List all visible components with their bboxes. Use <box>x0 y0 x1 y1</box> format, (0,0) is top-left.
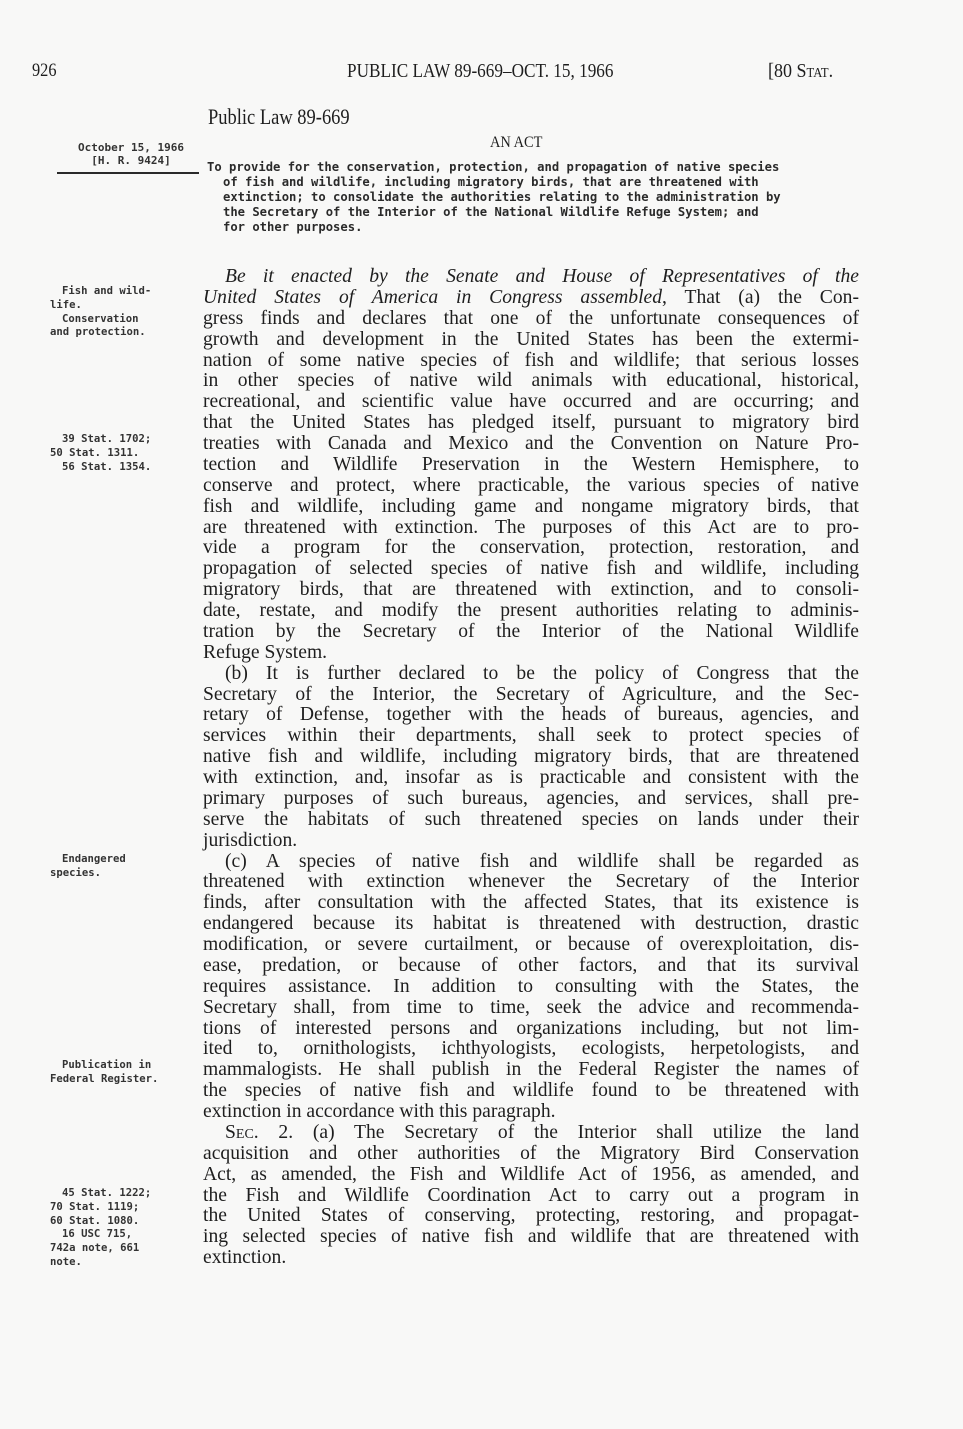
margin-rule <box>57 172 199 174</box>
enacting-clause-italic: United States of America in Congress assembled <box>203 286 663 308</box>
margin-note-line: and protection. <box>50 326 146 339</box>
margin-note-line: 742a note, 661 <box>50 1242 140 1255</box>
body-line: (b) It is further declared to be the policy of Congress that the <box>225 662 859 684</box>
statute-volume <box>768 60 833 83</box>
purpose-line: To provide for the conservation, protection, and propagation of native species <box>207 160 780 174</box>
body-line: acquisition and other authorities of the Migratory Bird Conservation <box>203 1142 859 1164</box>
purpose-line: of fish and wildlife, including migratory birds, that are threatened with <box>223 174 759 189</box>
margin-date-note <box>56 141 206 167</box>
body-line: growth and development in the United States has been the extermi- <box>203 328 859 350</box>
enactment-date: October 15, 1966 <box>78 141 184 154</box>
margin-note-line: Fish and wild- <box>62 285 152 297</box>
margin-note-line: Publication in <box>62 1059 152 1071</box>
body-line: the Fish and Wildlife Coordination Act to carry out a program in <box>203 1184 859 1206</box>
body-line: retary of Defense, together with the heads of bureaus, agencies, and <box>203 704 859 726</box>
body-line: recreational, and scientific value have occurred and are occurring; and <box>203 391 859 413</box>
margin-note-fish-wildlife <box>50 285 210 340</box>
running-head: PUBLIC LAW 89-669–OCT. 15, 1966 <box>347 60 614 82</box>
page-header <box>0 60 963 90</box>
body-line: Act, as amended, the Fish and Wildlife Act of 1956, as amended, and <box>203 1163 859 1185</box>
margin-note-line: 16 USC 715, <box>62 1228 133 1241</box>
body-line: nation of some native species of fish and wildlife; that serious losses <box>203 349 859 371</box>
body-line: the United States of conserving, protecting, restoring, and propagat- <box>203 1205 859 1227</box>
margin-note-line: 60 Stat. 1080. <box>50 1214 140 1227</box>
body-line: vide a program for the conservation, protection, restoration, and <box>203 537 859 559</box>
body-line: with extinction, and, insofar as is practicable and consistent with the <box>203 767 859 788</box>
section-2-text: 2. (a) The Secretary of the Interior shall utilize the land <box>258 1121 859 1143</box>
body-line: treaties with Canada and Mexico and the Convention on Nature Pro- <box>203 433 859 454</box>
body-line: ing selected species of native fish and wildlife that are threatened with <box>203 1226 859 1248</box>
margin-note-citations-1 <box>50 433 210 474</box>
law-title: Public Law 89-669 <box>208 104 350 129</box>
body-line: (c) A species of native fish and wildlife shall be regarded as <box>225 850 859 872</box>
act-purpose <box>207 160 859 235</box>
body-line: tration by the Secretary of the Interior of the National Wildlife <box>203 620 859 642</box>
margin-note-line: note. <box>50 1255 82 1268</box>
act-heading: AN ACT <box>490 134 543 151</box>
body-line: requires assistance. In addition to consulting with the States, the <box>203 975 859 997</box>
body-line: date, restate, and modify the present authorities relating to adminis- <box>203 600 859 621</box>
body-line: migratory birds, that are threatened with extinction, and to consoli- <box>203 579 859 601</box>
statute-volume-number: [80 <box>768 60 793 82</box>
margin-note-citations-2 <box>50 1187 210 1270</box>
statute-label: Stat. <box>796 60 834 82</box>
body-line: Secretary shall, from time to time, seek the advice and recommenda- <box>203 996 859 1018</box>
purpose-line: extinction; to consolidate the authorities relating to the administration by <box>223 189 781 204</box>
body-line: native fish and wildlife, including migratory birds, that are threatened <box>203 746 859 768</box>
body-line: fish and wildlife, including game and nongame migratory birds, that <box>203 495 859 517</box>
body-line: threatened with extinction whenever the Secretary of the Interior <box>203 871 859 893</box>
body-line: modification, or severe curtailment, or because of overexploitation, dis- <box>203 934 859 955</box>
enacting-clause-rest: , That (a) the Con- <box>662 286 859 308</box>
body-line: tions of interested persons and organizations including, but not lim- <box>203 1017 859 1039</box>
bill-number: [H. R. 9424] <box>91 154 171 167</box>
body-line: conserve and protect, where practicable, the various species of native <box>203 474 859 496</box>
section-label: Sec. <box>225 1121 259 1143</box>
body-line: tection and Wildlife Preservation in the Western Hemisphere, to <box>203 453 859 475</box>
margin-note-line: Endangered <box>62 853 126 865</box>
body-line: finds, after consultation with the affected States, that its existence is <box>203 892 859 914</box>
body-line: gress finds and declares that one of the unfortunate consequences of <box>203 307 859 329</box>
enacting-clause-line: Be it enacted by the Senate and House of Representatives of the <box>225 266 859 287</box>
body-line: in other species of native wild animals with educational, historical, <box>203 370 859 392</box>
body-line: serve the habitats of such threatened species on lands under their <box>203 808 859 830</box>
purpose-line: for other purposes. <box>223 219 363 234</box>
margin-note-line: Federal Register. <box>50 1072 159 1085</box>
margin-note-line: 50 Stat. 1311. <box>50 446 140 459</box>
body-line: ease, predation, or because of other factors, and that its survival <box>203 954 859 976</box>
body-line: mammalogists. He shall publish in the Federal Register the names of <box>203 1059 859 1081</box>
section-2-line <box>203 1123 859 1144</box>
margin-note-line: 56 Stat. 1354. <box>62 460 152 473</box>
body-line: Refuge System. <box>203 641 328 663</box>
body-line: the species of native fish and wildlife found to be threatened with <box>203 1080 859 1102</box>
margin-note-line: 39 Stat. 1702; <box>62 433 152 445</box>
body-line: that the United States has pledged itself, pursuant to migratory bird <box>203 412 859 434</box>
body-line: services within their departments, shall seek to protect species of <box>203 725 859 747</box>
act-body <box>203 267 859 1269</box>
purpose-line: the Secretary of the Interior of the National Wildlife Refuge System; and <box>223 204 759 219</box>
body-line: Secretary of the Interior, the Secretary of Agriculture, and the Sec- <box>203 683 859 705</box>
margin-note-publication <box>50 1059 210 1087</box>
body-line: primary purposes of such bureaus, agencies, and services, shall pre- <box>203 787 859 809</box>
body-line: propagation of selected species of native fish and wildlife, including <box>203 558 859 580</box>
body-line: ited to, ornithologists, ichthyologists, ecologists, herpetologists, and <box>203 1038 859 1060</box>
body-line: jurisdiction. <box>203 829 298 851</box>
body-line: extinction. <box>203 1247 287 1269</box>
margin-note-line: life. <box>50 298 82 311</box>
margin-note-line: Conservation <box>62 312 139 325</box>
body-line: endangered because its habitat is threatened with destruction, drastic <box>203 913 859 935</box>
body-line: are threatened with extinction. The purposes of this Act are to pro- <box>203 516 859 538</box>
margin-note-line: 45 Stat. 1222; <box>62 1187 152 1199</box>
margin-note-line: 70 Stat. 1119; <box>50 1200 140 1213</box>
page-number: 926 <box>32 60 57 81</box>
margin-note-line: species. <box>50 866 102 879</box>
margin-note-endangered <box>50 853 210 881</box>
body-line: extinction in accordance with this paragraph. <box>203 1101 556 1122</box>
enacting-clause-line <box>203 288 859 309</box>
